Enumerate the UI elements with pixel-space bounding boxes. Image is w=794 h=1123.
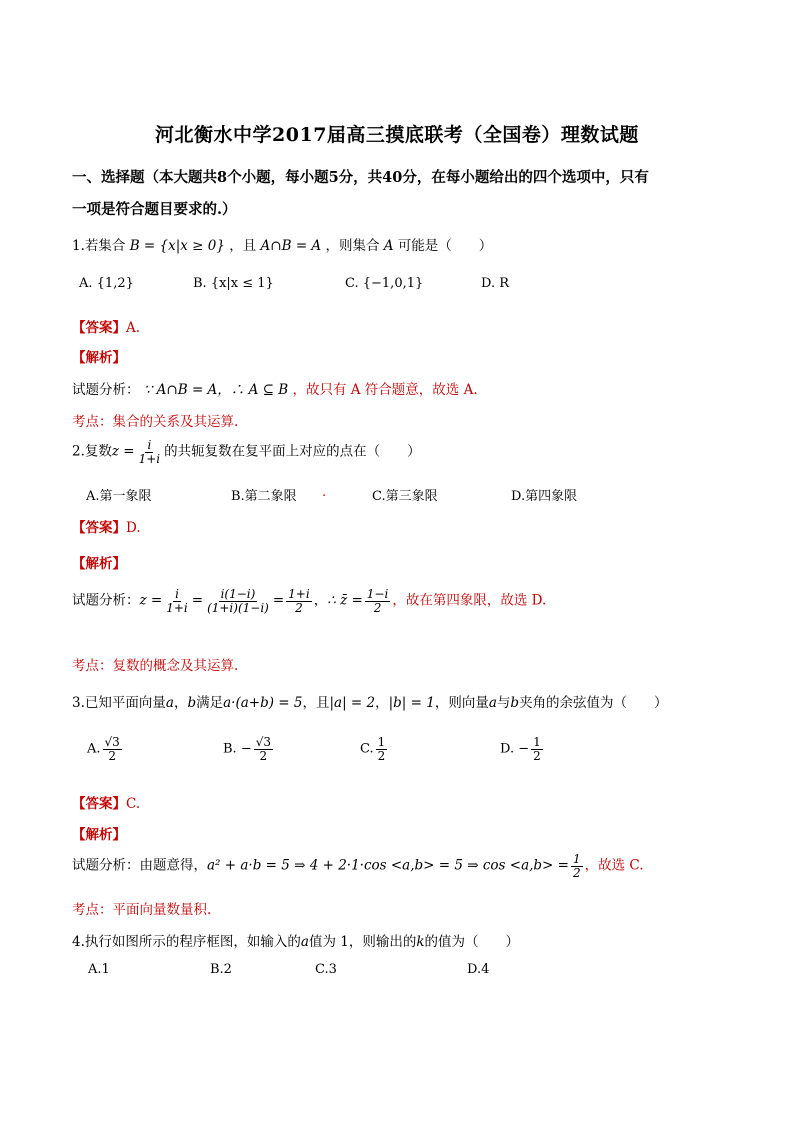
option-fraction [103,736,122,762]
answer-value: C. [126,796,141,812]
q2-fraction [137,439,163,465]
q4-stem-text: 的值为（ ） [424,934,520,950]
option-label: A. [87,741,101,757]
q2-stem-text: 2.复数 [72,443,112,460]
fraction-numerator: 1−i [366,587,389,601]
q3-condition-2: |a| = 2 [329,695,376,711]
q4-option-b: B.2 [210,962,232,977]
analysis-label: 试题分析： [72,382,140,398]
q1-analysis [72,378,478,398]
q3-option-b [223,736,275,762]
fraction-denominator: 2 [377,748,386,763]
answer-tag: 【答案】 [72,520,126,536]
fraction-numerator: i(1−i) [220,587,256,601]
q1-stem-text: 1.若集合 [72,238,126,254]
q2-answer [72,516,141,536]
q2-zbar: ∴ z̄ = [327,592,363,609]
fraction-denominator: 2 [373,600,382,615]
q4-option-d: D.4 [467,962,490,977]
q3-stem-text: 满足 [196,695,224,711]
q3-option-c [360,736,389,762]
section-heading-line2: 一项是符合题目要求的.） [72,201,237,218]
fraction-denominator: 2 [533,748,541,763]
q4-variable-k: k [416,934,425,950]
q3-analysis-math: a² + a·b = 5 ⇒ 4 + 2·1·cos <a,b> = 5 ⇒ cos <a,b> = [207,857,569,874]
q3-stem-text: ，则向量 [434,695,489,711]
q4-stem [72,930,519,950]
q3-condition-3: |b| = 1 [388,695,435,711]
q2-z: z = [111,443,135,460]
option-label: C. [360,741,374,757]
q3-stem-text: 3.已知平面向量 [72,695,166,711]
q3-analysis-text: ，故选 C. [584,857,644,874]
fraction-denominator: 2 [108,748,116,763]
page-title: 河北衡水中学2017届高三摸底联考（全国卷）理数试题 [155,124,639,146]
stray-dot: . [322,485,327,500]
q1-knowledge-point: 考点：集合的关系及其运算. [72,414,239,430]
q4-variable-a: a [300,934,309,950]
q1-set-b: B = {x|x ≥ 0} [129,238,225,254]
q1-condition: A∩B = A [260,238,322,254]
q3-condition-1: a·(a+b) = 5 [223,695,303,711]
q3-stem-text: 与 [496,695,511,711]
option-label: D. − [500,741,530,757]
vector-a: a [165,695,174,711]
answer-value: D. [126,520,141,536]
q1-analysis-text: ，故只有 A 符合题意，故选 A. [292,382,478,398]
q1-variable: A [383,238,394,254]
fraction-denominator: 1+i [138,451,161,466]
q1-stem-text: ，则集合 [325,238,380,254]
q3-analysis-tag: 【解析】 [72,827,126,843]
q3-knowledge-point: 考点：平面向量数量积. [72,902,212,918]
answer-tag: 【答案】 [72,796,126,812]
q3-option-d [500,736,545,762]
option-label: B. − [223,741,252,757]
q2-knowledge-point: 考点：复数的概念及其运算. [72,658,239,674]
q2-analysis-tag: 【解析】 [72,556,126,572]
q1-stem [72,234,492,254]
fraction-numerator: √3 [104,735,120,749]
fraction-numerator: 1+i [288,587,310,601]
q1-option-c: C. {−1,0,1} [345,276,424,291]
q3-stem-text: ，且 [302,695,330,711]
q1-answer [72,316,140,336]
fraction-denominator: 2 [259,748,268,763]
q3-analysis-fraction [571,853,583,879]
q2-option-d: D.第四象限 [511,489,578,504]
fraction-denominator: 1+i [166,600,188,615]
fraction-numerator: 1 [572,852,581,866]
analysis-label: 试题分析：由题意得， [72,857,207,874]
q1-option-d: D. R [481,276,510,291]
answer-value: A. [126,320,141,336]
q2-option-a: A.第一象限 [86,489,152,504]
q2-option-c: C.第三象限 [372,489,438,504]
q3-stem: 3.已知平面向量a，b满足a·(a+b) = 5，且|a| = 2，|b| = 1，则向量a与b夹角的余弦值为（ ） [72,695,668,711]
q1-stem-text: ，且 [229,238,257,254]
fraction-numerator: i [175,587,179,601]
q2-option-b: B.第二象限 [231,489,297,504]
q2-analysis-frac-4 [365,588,391,614]
q1-option-a: A. {1,2} [79,276,134,291]
vector-b: b [187,695,197,711]
q1-stem-text: 可能是（ ） [397,238,493,254]
q4-stem-text: 4.执行如图所示的程序框图，如输入的 [72,934,301,950]
q4-option-a: A.1 [88,962,110,977]
fraction-denominator: 2 [572,865,581,880]
fraction-numerator: 1 [377,735,386,749]
q1-analysis-tag: 【解析】 [72,350,126,366]
q2-analysis-text: ，故在第四象限，故选 D. [392,592,547,609]
q2-analysis-frac-2 [205,588,271,614]
fraction-denominator: (1+i)(1−i) [207,600,269,615]
q3-option-a [87,736,124,762]
q3-stem-text: 夹角的余弦值为（ ） [519,695,668,711]
fraction-numerator: 1 [533,735,541,749]
fraction-numerator: i [147,438,152,452]
q3-answer [72,792,140,812]
q4-option-c: C.3 [315,962,337,977]
option-fraction [254,736,273,762]
fraction-numerator: √3 [255,735,271,749]
option-fraction [376,736,388,762]
option-fraction [531,736,543,762]
q2-stem [72,439,421,465]
section-heading-line1: 一、选择题（本大题共8个小题，每小题5分，共40分，在每小题给出的四个选项中，只有 [72,169,649,186]
q3-stem-text: ， [173,695,188,711]
q2-analysis: 试题分析：z = $\frac{i}{1+i}$ = $\frac{i(1-i)}{(1+i)(1-i)}$ = $\frac{1+i}{2}$ ，∴ z̄ = $\frac{1-i}{2}$ ，故在第四象限，故选 D. [72,587,547,615]
q2-stem-text: 的共轭复数在复平面上对应的点在（ ） [164,443,421,460]
analysis-label: 试题分析： [72,592,140,609]
q1-analysis-math: ∵ A∩B = A，∴ A ⊆ B [143,382,289,398]
q3-analysis [72,853,644,879]
fraction-denominator: 2 [295,600,303,615]
answer-tag: 【答案】 [72,320,126,336]
q2-analysis-frac-3 [286,588,312,614]
q2-analysis-frac-1 [164,588,190,614]
q4-stem-text: 值为 1，则输出的 [308,934,417,950]
q1-option-b: B. {x|x ≤ 1} [193,276,274,291]
